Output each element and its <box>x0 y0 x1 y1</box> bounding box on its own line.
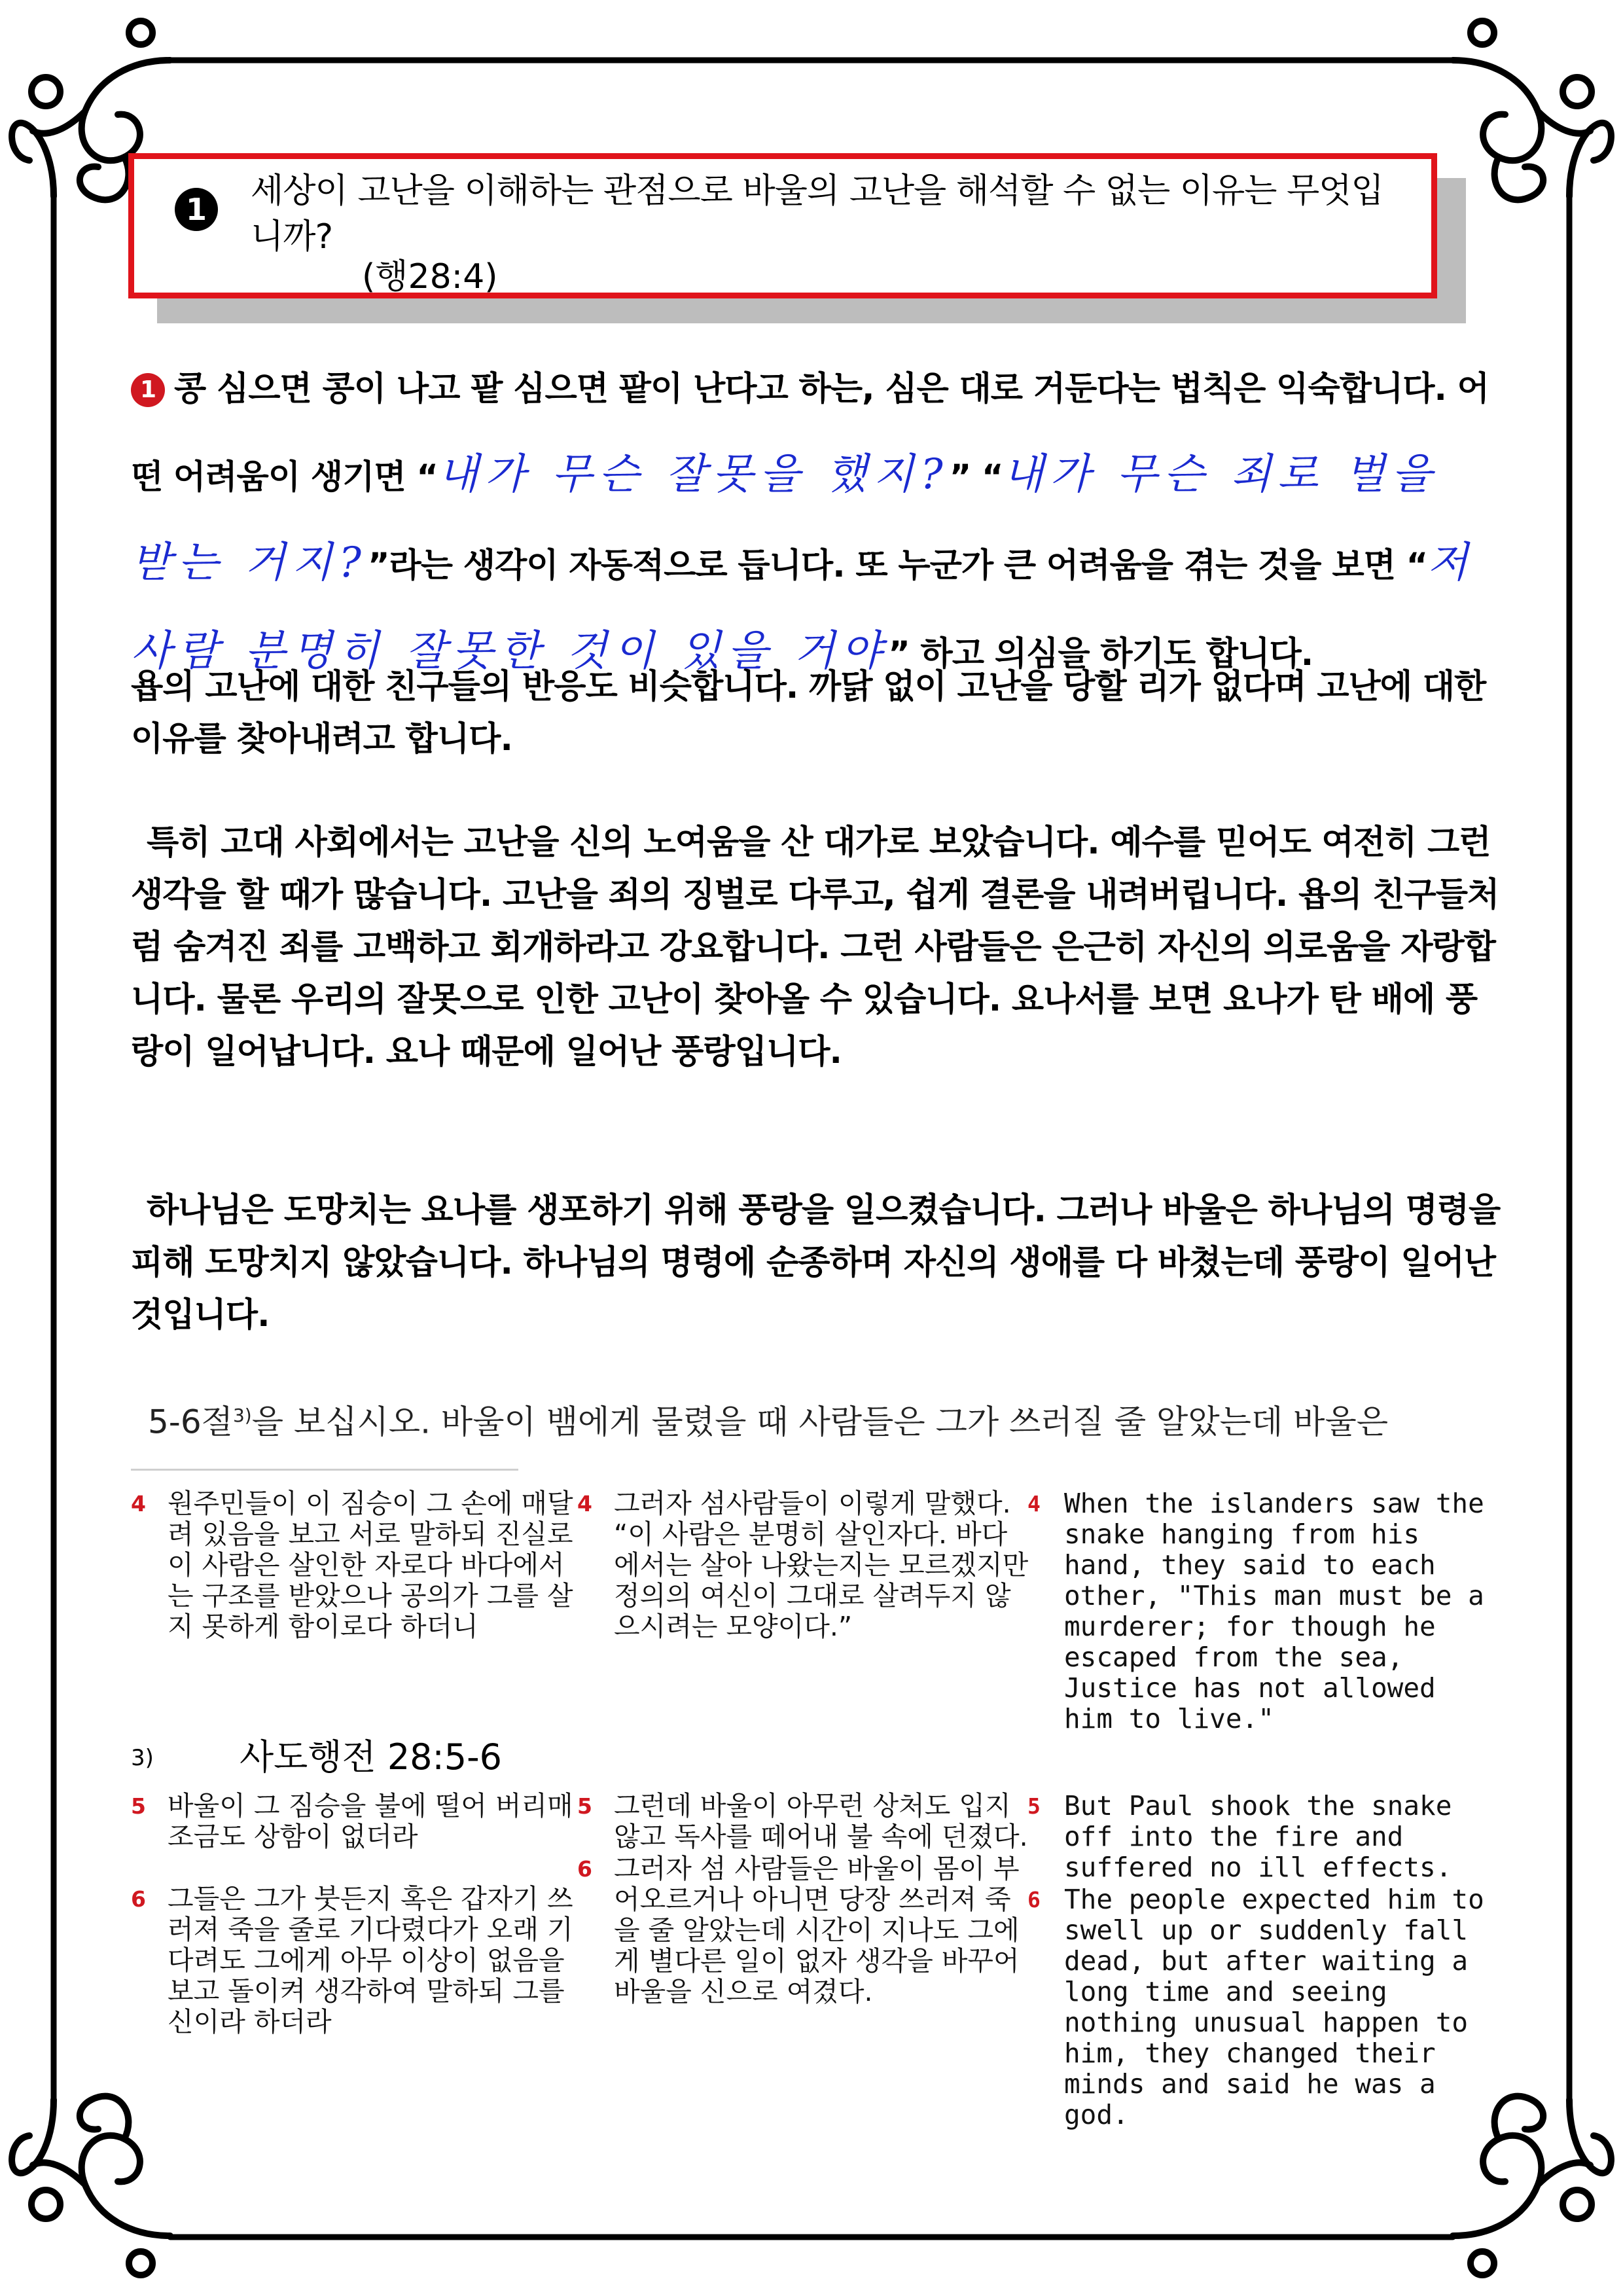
footnote-heading: 사도행전 28:5-6 <box>240 1736 502 1778</box>
handwritten-quote-1: 내가 무슨 잘못을 했지? <box>437 450 950 499</box>
verse-number: 4 <box>1027 1491 1041 1516</box>
verse-text: 바울이 그 짐승을 불에 떨어 버리매 조금도 상함이 없더라 <box>168 1790 573 1852</box>
answer-number-badge: 1 <box>131 373 165 407</box>
answer-text-b: ” “ <box>949 458 1003 497</box>
handwritten-quote-2: 내가 무슨 죄로 벌을 받는 거지? <box>131 450 1439 587</box>
question-reference: (행28:4) <box>362 257 498 296</box>
answer-paragraph-3: 특히 고대 사회에서는 고난을 신의 노여움을 산 대가로 보았습니다. 예수를 믿어도 여전히 그런 생각을 할 때가 많습니다. 고난을 죄의 징벌로 다루고, 쉽게 결론을 내려버립니다. 욥의 친구들처럼 숨겨진 죄를 고백하고 회개하라고 강요합니다. 그런 사람들은 은근히 자신의 의로움을 자랑합니다. 물론 우리의 잘못으로 인한 고난이 찾아올 수 있습니다. 요나서를 보면 요나가 탄 배에 풍랑이 일어납니다. 요나 때문에 일어난 풍랑입니다. <box>131 823 1499 1071</box>
question-number-badge: 1 <box>175 188 218 231</box>
lead-sentence <box>148 1393 1388 1445</box>
footnote-divider <box>131 1469 518 1471</box>
answer-text-d: ” 하고 의심을 하기도 합니다. <box>888 635 1313 673</box>
lead-text: 을 보십시오. 바울이 뱀에게 물렸을 때 사람들은 그가 쓰러질 줄 알았는데 바울은 <box>251 1403 1389 1441</box>
answer-text-a: 콩 심으면 콩이 나고 팥 심으면 팥이 난다고 하는, 심은 대로 거둔다는 법칙은 익숙합니다. 어떤 어려움이 생기면 “ <box>131 370 1489 497</box>
footnote-marker: 3) <box>232 1405 252 1426</box>
verse-number: 5 <box>1027 1793 1041 1819</box>
verse-text: 그러자 섬사람들이 이렇게 말했다. “이 사람은 분명히 살인자다. 바다에서는 살아 나왔는지는 모르겠지만 정의의 여신이 그대로 살려두지 않으시려는 모양이다.” <box>614 1488 1029 1642</box>
verse-4-krv <box>131 1488 582 1642</box>
verse-text: 그런데 바울이 아무런 상처도 입지 않고 독사를 떼어내 불 속에 던졌다. <box>614 1790 1028 1852</box>
verse-text: 그러자 섬 사람들은 바울이 몸이 부어오르거나 아니면 당장 쓰러져 죽을 줄 알았는데 시간이 지나도 그에게 별다른 일이 없자 생각을 바꾸어 바울을 신으로 여겼다. <box>614 1853 1020 2007</box>
verse-number: 5 <box>577 1793 592 1819</box>
verse-number: 6 <box>131 1886 146 1912</box>
verses-5-6-modern <box>577 1791 1032 2007</box>
answer-paragraph-1 <box>131 347 1505 697</box>
verse-number: 5 <box>131 1793 146 1819</box>
verse-number: 4 <box>577 1491 592 1516</box>
verses-5-6-english <box>1027 1791 1499 2130</box>
verse-4-modern <box>577 1488 1032 1642</box>
verse-text: The people expected him to swell up or suddenly fall dead, but after waiting a long time and seeing nothing unusual happen to him, they changed their minds and said he was a god. <box>1064 1884 1484 2130</box>
verse-text: 그들은 그가 붓든지 혹은 갑자기 쓰러져 죽을 줄로 기다렸다가 오래 기다려도 그에게 아무 이상이 없음을 보고 돌이켜 생각하여 말하되 그를 신이라 하더라 <box>168 1883 573 2037</box>
verses-5-6-krv <box>131 1791 582 2037</box>
handwritten-quote-3: 저 사람 분명히 잘못한 것이 있을 거야 <box>131 539 1474 675</box>
footnote-ref: 3) <box>131 1745 154 1771</box>
question-box <box>128 153 1437 298</box>
answer-paragraph-4: 하나님은 도망치는 요나를 생포하기 위해 풍랑을 일으켰습니다. 그러나 바울은 하나님의 명령을 피해 도망치지 않았습니다. 하나님의 명령에 순종하며 자신의 생애를 다 바쳤는데 풍랑이 일어난 것입니다. <box>131 1191 1501 1335</box>
verse-text: When the islanders saw the snake hanging from his hand, they said to each other, "This man must be a murderer; for though he escaped from the sea, Justice has not allowed him to live." <box>1064 1488 1484 1734</box>
answer-text-c: ”라는 생각이 자동적으로 듭니다. 또 누군가 큰 어려움을 겪는 것을 보면 “ <box>367 547 1428 585</box>
verse-number: 6 <box>1027 1887 1041 1912</box>
verse-4-english <box>1027 1488 1499 1734</box>
verse-text: But Paul shook the snake off into the fire and suffered no ill effects. <box>1064 1790 1452 1883</box>
verse-number: 6 <box>577 1856 592 1882</box>
answer-paragraph-2: 욥의 고난에 대한 친구들의 반응도 비슷합니다. 까닭 없이 고난을 당할 리가 없다며 고난에 대한 이유를 찾아내려고 합니다. <box>131 668 1486 759</box>
verse-number: 4 <box>131 1491 146 1516</box>
verse-text: 원주민들이 이 짐승이 그 손에 매달려 있음을 보고 서로 말하되 진실로 이 사람은 살인한 자로다 바다에서는 구조를 받았으나 공의가 그를 살지 못하게 함이로다 하더니 <box>168 1488 573 1642</box>
lead-verse-ref: 5-6절 <box>148 1403 233 1441</box>
question-text: 세상이 고난을 이해하는 관점으로 바울의 고난을 해석할 수 없는 이유는 무엇입니까? <box>251 171 1383 257</box>
